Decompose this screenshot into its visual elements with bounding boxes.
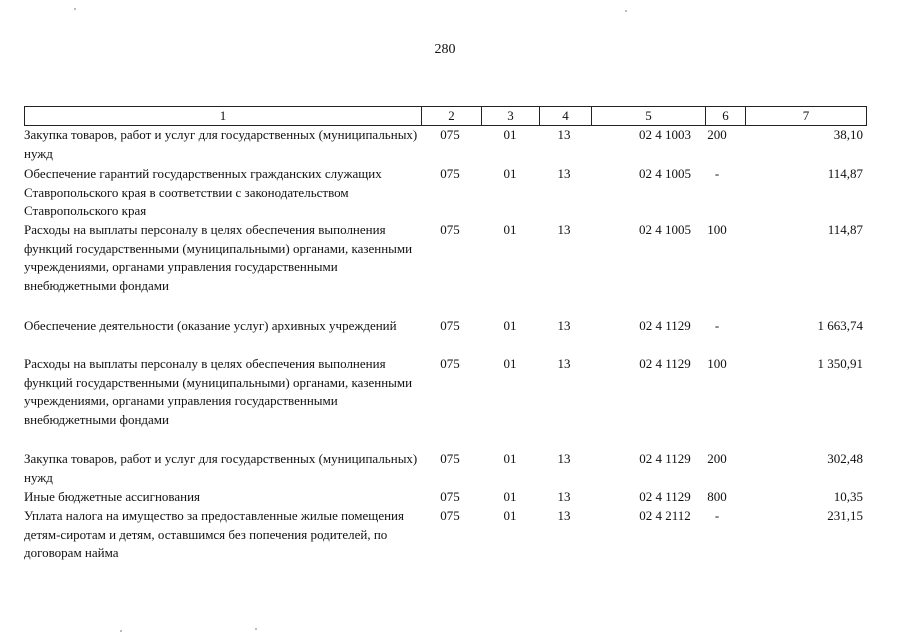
row-col-6: - xyxy=(714,166,720,181)
row-col-4: 13 xyxy=(557,508,571,523)
scan-speck xyxy=(255,628,257,630)
row-col-6: - xyxy=(714,318,720,333)
scan-speck xyxy=(625,10,627,12)
row-col-3: 01 xyxy=(503,318,517,333)
row-col-2: 075 xyxy=(440,356,460,371)
row-name: Закупка товаров, работ и услуг для государственных (муниципальных) нужд xyxy=(24,127,418,161)
row-col-4: 13 xyxy=(557,318,571,333)
row-col-2: 075 xyxy=(440,127,460,142)
header-col-4: 4 xyxy=(539,107,591,125)
row-col-3: 01 xyxy=(503,489,517,504)
row-col-7: 114,87 xyxy=(827,222,863,237)
row-col-4: 13 xyxy=(557,127,571,142)
row-col-4: 13 xyxy=(557,222,571,237)
row-name: Расходы на выплаты персоналу в целях обеспечения выполнения функций государственными (муниципальными) органами, казенными учреждениями, органами управления государственными внебюджетными фондами xyxy=(24,222,413,293)
row-col-2: 075 xyxy=(440,451,460,466)
row-col-6: 800 xyxy=(707,489,727,504)
header-col-5: 5 xyxy=(591,107,705,125)
row-col-7: 10,35 xyxy=(833,489,863,504)
row-col-6: 200 xyxy=(707,127,727,142)
header-col-3: 3 xyxy=(481,107,539,125)
row-col-2: 075 xyxy=(440,166,460,181)
row-col-2: 075 xyxy=(440,489,460,504)
row-name: Уплата налога на имущество за предоставленные жилые помещения детям-сиротам и детям, оставшимся без попечения родителей, по договорам найма xyxy=(24,508,404,561)
scan-speck xyxy=(74,8,76,10)
row-col-2: 075 xyxy=(440,222,460,237)
row-col-5: 02 4 1129 xyxy=(639,451,691,466)
row-col-4: 13 xyxy=(557,356,571,371)
header-col-6: 6 xyxy=(705,107,745,125)
row-col-7: 1 350,91 xyxy=(817,356,863,371)
row-name: Обеспечение гарантий государственных гражданских служащих Ставропольского края в соответствии с законодательством Ставропольского края xyxy=(24,166,382,219)
row-col-7: 302,48 xyxy=(827,451,863,466)
row-col-5: 02 4 1003 xyxy=(639,127,691,142)
row-col-3: 01 xyxy=(503,451,517,466)
row-name: Закупка товаров, работ и услуг для государственных (муниципальных) нужд xyxy=(24,451,418,485)
row-col-5: 02 4 1129 xyxy=(639,356,691,371)
row-col-3: 01 xyxy=(503,222,517,237)
row-col-5: 02 4 1005 xyxy=(639,222,691,237)
header-col-2: 2 xyxy=(421,107,481,125)
row-col-6: 100 xyxy=(707,356,727,371)
table-header-row xyxy=(24,106,867,126)
row-col-7: 1 663,74 xyxy=(817,318,863,333)
scan-speck xyxy=(120,630,122,632)
row-col-3: 01 xyxy=(503,356,517,371)
row-col-3: 01 xyxy=(503,127,517,142)
row-col-4: 13 xyxy=(557,489,571,504)
row-col-6: 200 xyxy=(707,451,727,466)
row-col-4: 13 xyxy=(557,451,571,466)
row-col-7: 114,87 xyxy=(827,166,863,181)
row-col-3: 01 xyxy=(503,166,517,181)
header-col-7: 7 xyxy=(745,107,866,125)
page-number: 280 xyxy=(434,42,456,57)
row-col-7: 38,10 xyxy=(833,127,863,142)
row-col-3: 01 xyxy=(503,508,517,523)
row-name: Иные бюджетные ассигнования xyxy=(24,489,201,504)
row-col-7: 231,15 xyxy=(827,508,863,523)
header-col-1: 1 xyxy=(219,108,227,123)
row-col-5: 02 4 1005 xyxy=(639,166,691,181)
row-name: Обеспечение деятельности (оказание услуг) архивных учреждений xyxy=(24,318,397,333)
row-col-4: 13 xyxy=(557,166,571,181)
row-col-2: 075 xyxy=(440,318,460,333)
row-col-2: 075 xyxy=(440,508,460,523)
row-col-5: 02 4 1129 xyxy=(639,489,691,504)
row-name: Расходы на выплаты персоналу в целях обеспечения выполнения функций государственными (муниципальными) органами, казенными учреждениями, органами управления государственными внебюджетными фондами xyxy=(24,356,413,427)
row-col-5: 02 4 1129 xyxy=(639,318,691,333)
row-col-5: 02 4 2112 xyxy=(639,508,691,523)
row-col-6: 100 xyxy=(707,222,727,237)
row-col-6: - xyxy=(714,508,720,523)
